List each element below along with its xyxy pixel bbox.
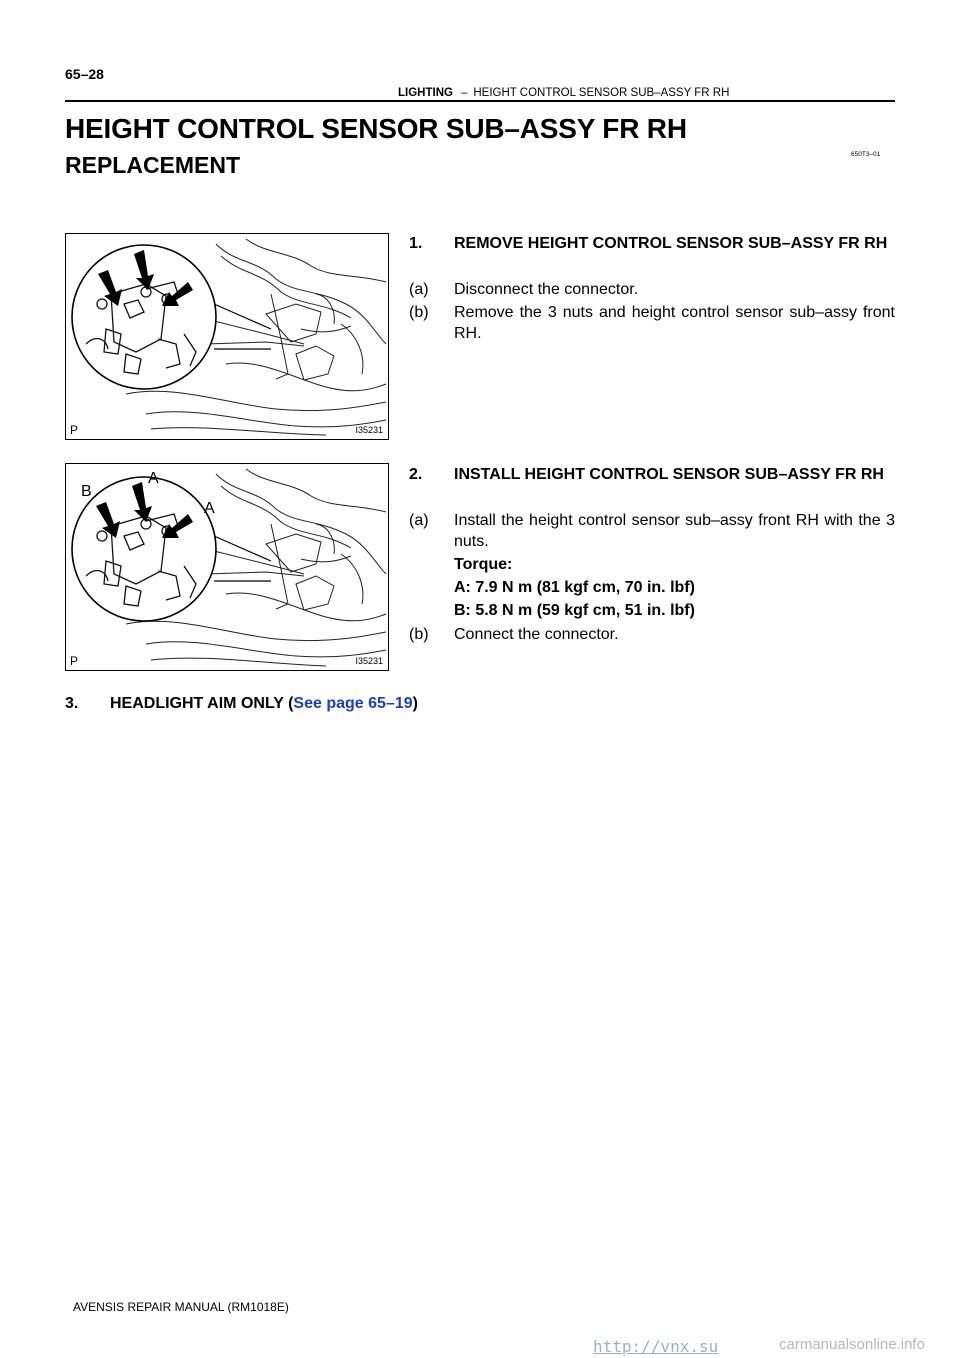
footer-manual-name: AVENSIS REPAIR MANUAL (RM1018E) [73, 1300, 289, 1314]
figure-corner-letter: P [70, 654, 79, 668]
step-title: INSTALL HEIGHT CONTROL SENSOR SUB–ASSY FR RH [454, 466, 884, 483]
figure-image-code: I35231 [355, 656, 383, 666]
figure-removal [65, 233, 389, 440]
see-page-link[interactable]: See page 65–19 [293, 695, 413, 712]
substep-label: (b) [409, 626, 429, 643]
sensor-illustration-2 [66, 464, 388, 670]
page-number: 65–28 [65, 66, 104, 82]
step-title: HEADLIGHT AIM ONLY ( [110, 695, 294, 712]
torque-spec-a: A: 7.9 N m (81 kgf cm, 70 in. lbf) [454, 579, 695, 596]
callout-a-top: A [148, 470, 159, 487]
page-title: HEIGHT CONTROL SENSOR SUB–ASSY FR RH [65, 113, 687, 144]
figure-installation [65, 463, 389, 671]
step-3 [65, 693, 565, 715]
figure-corner-letter: P [70, 423, 79, 437]
step-number: 1. [409, 235, 423, 252]
step-title-close: ) [412, 695, 418, 712]
step-2 [409, 464, 895, 649]
step-1 [409, 233, 895, 353]
header-rule [65, 100, 895, 102]
substep-text: Remove the 3 nuts and height control sensor sub–assy front RH. [454, 304, 895, 342]
torque-spec-b: B: 5.8 N m (59 kgf cm, 51 in. lbf) [454, 602, 695, 619]
substep-label: (a) [409, 281, 429, 298]
header-topic: HEIGHT CONTROL SENSOR SUB–ASSY FR RH [473, 87, 730, 99]
callout-a-right: A [204, 500, 215, 517]
running-header [398, 87, 729, 99]
watermark-site: carmanualsonline.info [779, 1336, 925, 1353]
watermark-link[interactable]: http://vnx.su [593, 1337, 719, 1356]
substep-text: Connect the connector. [454, 626, 619, 643]
reference-code: 650T3–01 [851, 151, 881, 158]
header-separator: – [460, 87, 468, 99]
step-title: REMOVE HEIGHT CONTROL SENSOR SUB–ASSY FR RH [454, 235, 888, 252]
page-subtitle: REPLACEMENT [65, 152, 241, 178]
step-number: 2. [409, 466, 423, 483]
section-name: LIGHTING [398, 87, 453, 99]
sensor-illustration-1 [66, 234, 388, 439]
substep-text: Install the height control sensor sub–assy front RH with the 3 nuts. [454, 512, 895, 550]
torque-label: Torque: [454, 556, 513, 573]
callout-b: B [81, 483, 92, 500]
figure-image-code: I35231 [355, 425, 383, 435]
substep-label: (b) [409, 304, 429, 321]
substep-text: Disconnect the connector. [454, 281, 639, 298]
step-number: 3. [65, 695, 79, 712]
substep-label: (a) [409, 512, 429, 529]
